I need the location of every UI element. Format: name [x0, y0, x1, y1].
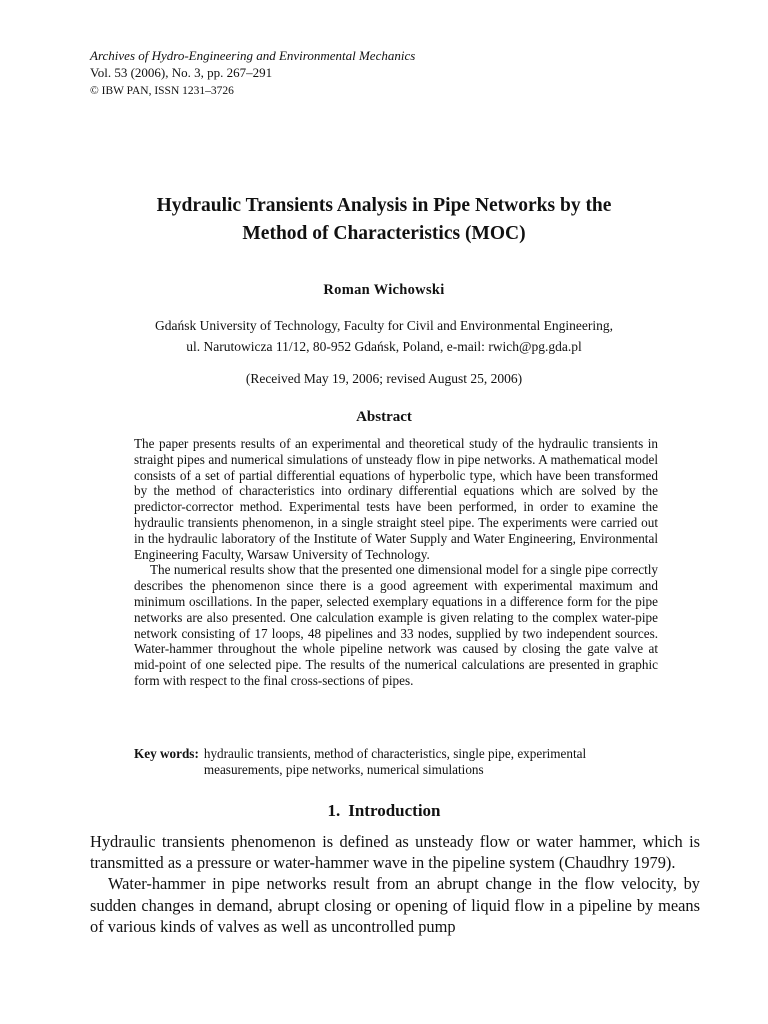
keywords-block	[134, 746, 658, 778]
intro-paragraph-2: Water-hammer in pipe networks result from an abrupt change in the flow velocity, by sudden changes in demand, abrupt closing or opening of liquid flow in a pipeline by means of various kinds of valves as well as uncontrolled pump	[90, 874, 700, 936]
article-title	[90, 192, 678, 248]
author-name: Roman Wichowski	[323, 282, 445, 298]
section-title: Introduction	[348, 801, 441, 820]
abstract-paragraph-1: The paper presents results of an experimental and theoretical study of the hydraulic transients in straight pipes and numerical simulations of unsteady flow in pipe networks. A mathematical model consists of a set of partial differential equations of hyperbolic type, which have been transformed by the method of characteristics into ordinary differential equations which are solved by the predictor-corrector method. Experimental tests have been performed, in order to examine the hydraulic transients phenomenon, in a single straight steel pipe. The experiments were carried out in the hydraulic laboratory of the Institute of Water Supply and Water Engineering, Environmental Engineering Faculty, Warsaw University of Technology.	[134, 436, 658, 562]
received-dates: (Received May 19, 2006; revised August 25, 2006)	[245, 371, 523, 386]
journal-name: Archives of Hydro-Engineering and Environmental Mechanics	[90, 48, 416, 63]
section-number: 1.	[327, 801, 341, 820]
author-affiliation	[90, 315, 678, 357]
abstract-paragraph-2: The numerical results show that the presented one dimensional model for a single pipe correctly describes the phenomenon since there is a good agreement with experimental maximum and minimum oscillations. In the paper, selected exemplary equations in a difference form for the pipe networks are also presented. One calculation example is given relating to the complex water-pipe network consisting of 17 loops, 48 pipelines and 33 nodes, supplied by two independent sources. Water-hammer throughout the whole pipeline network was caused by closing the gate valve at mid-point of one selected pipe. The results of the numerical calculations are presented in graphic form with respect to the final cross-sections of pipes.	[134, 562, 658, 688]
abstract-heading: Abstract	[356, 409, 412, 425]
journal-header	[90, 47, 415, 100]
abstract-body	[134, 436, 658, 689]
affiliation-line-2: ul. Narutowicza 11/12, 80-952 Gdańsk, Poland, e-mail: rwich@pg.gda.pl	[186, 339, 582, 354]
introduction-body	[90, 831, 700, 937]
keywords-text: hydraulic transients, method of characteristics, single pipe, experimental measurements, pipe networks, numerical simulations	[203, 746, 587, 777]
keywords-label: Key words:	[134, 746, 199, 761]
copyright-line: © IBW PAN, ISSN 1231–3726	[90, 85, 234, 97]
title-line-1: Hydraulic Transients Analysis in Pipe Networks by the	[156, 195, 612, 216]
title-line-2: Method of Characteristics (MOC)	[242, 223, 526, 244]
volume-info: Vol. 53 (2006), No. 3, pp. 267–291	[90, 65, 273, 80]
section-heading-introduction	[90, 801, 678, 821]
affiliation-line-1: Gdańsk University of Technology, Faculty for Civil and Environmental Engineering,	[155, 318, 613, 333]
intro-paragraph-1: Hydraulic transients phenomenon is defined as unsteady flow or water hammer, which is transmitted as a pressure or water-hammer wave in the pipeline system (Chaudhry 1979).	[90, 832, 700, 873]
